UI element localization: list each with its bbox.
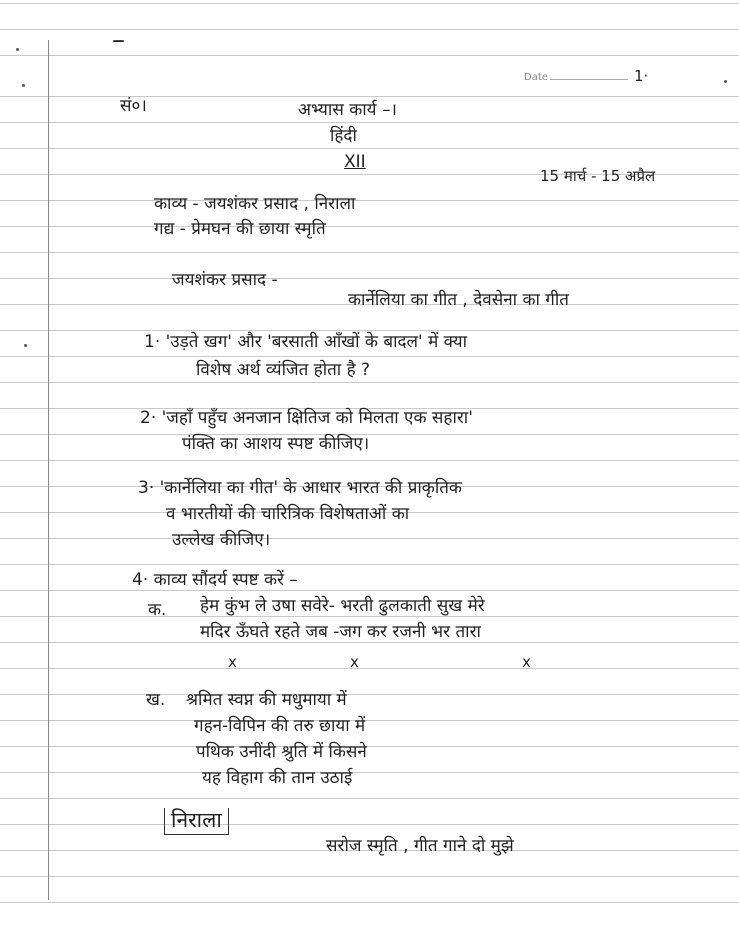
question-3-line-1: 3· 'कार्नेलिया का गीत' के आधार भारत की प्राकृतिक (138, 478, 462, 498)
syllabus-poetry: काव्य - जयशंकर प्रसाद , निराला (154, 194, 356, 214)
hole-punch-mark (16, 48, 19, 51)
question-4a-line-1: हेम कुंभ ले उषा सवेरे- भरती ढुलकाती सुख मेरे (200, 596, 485, 616)
margin-line (48, 40, 49, 900)
question-1-line-1: 1· 'उड़ते खग' और 'बरसाती आँखों के बादल' में क्या (144, 332, 468, 352)
prasad-heading: जयशंकर प्रसाद - (172, 270, 278, 290)
question-2-line-2: पंक्ति का आशय स्पष्ट कीजिए। (182, 434, 370, 454)
assignment-title: अभ्यास कार्य –। (298, 100, 397, 120)
question-1-line-2: विशेष अर्थ व्यंजित होता है ? (196, 360, 371, 380)
nirala-heading: निराला (164, 808, 229, 835)
hole-punch-mark (724, 80, 727, 83)
date-range: 15 मार्च - 15 अप्रैल (540, 167, 656, 185)
serial-label: सं०। (120, 96, 147, 116)
subject-title: हिंदी (330, 126, 357, 146)
class-label: XII (344, 152, 366, 172)
question-4-heading: 4· काव्य सौंदर्य स्पष्ट करें – (132, 570, 298, 590)
question-4b-line-3: पथिक उनींदी श्रुति में किसने (196, 742, 367, 762)
question-4a-label: क. (148, 600, 167, 620)
syllabus-prose: गद्य - प्रेमघन की छाया स्मृति (154, 219, 326, 239)
prasad-works: कार्नेलिया का गीत , देवसेना का गीत (348, 290, 569, 310)
question-4a-line-2: मदिर ऊँघते रहते जब -जग कर रजनी भर तारा (200, 622, 481, 642)
separator-mark: x (228, 653, 237, 671)
question-4b-line-1: श्रमित स्वप्न की मधुमाया में (186, 690, 347, 710)
question-4b-label: ख. (146, 690, 166, 710)
separator-mark: x (522, 653, 531, 671)
nirala-works: सरोज स्मृति , गीत गाने दो मुझे (326, 836, 514, 856)
date-label: Date (524, 72, 548, 83)
question-3-line-2: व भारतीयों की चारित्रिक विशेषताओं का (166, 504, 410, 524)
date-line (550, 79, 628, 80)
corner-mark: – (112, 25, 125, 55)
separator-mark: x (350, 653, 359, 671)
hole-punch-mark (24, 344, 27, 347)
question-4b-line-4: यह विहाग की तान उठाई (202, 768, 353, 788)
question-2-line-1: 2· 'जहाँ पहुँच अनजान क्षितिज को मिलता एक सहारा' (140, 408, 473, 428)
page-number: 1· (634, 67, 649, 85)
hole-punch-mark (22, 84, 25, 87)
question-3-line-3: उल्लेख कीजिए। (172, 530, 271, 550)
question-4b-line-2: गहन-विपिन की तरु छाया में (194, 716, 366, 736)
